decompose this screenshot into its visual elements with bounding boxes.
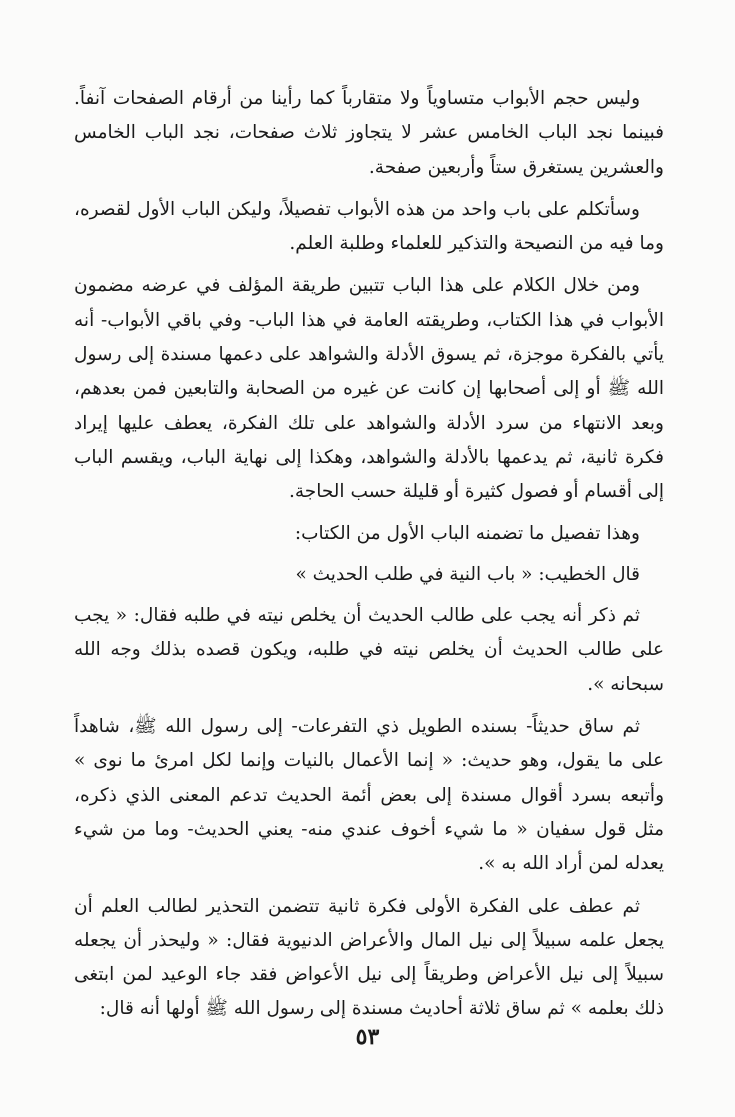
paragraph-chapter-sizes: وليس حجم الأبواب متساوياً ولا متقارباً كما رأينا من أرقام الصفحات آنفاً. فبينما نجد الباب الخامس عشر لا يتجاوز ثلاث صفحات، نجد الباب الخامس والعشرين يستغرق ستاً وأربعين صفحة. xyxy=(74,88,664,178)
page-body xyxy=(74,82,664,1035)
paragraph-first-chapter-choice: وسأتكلم على باب واحد من هذه الأبواب تفصيلاً، وليكن الباب الأول لقصره، وما فيه من النصيحة والتذكير للعلماء وطلبة العلم. xyxy=(74,198,664,255)
page-number: ٥٣ xyxy=(355,1024,380,1050)
paragraph-sincere-intention: ثم ذكر أنه يجب على طالب الحديث أن يخلص نيته في طلبه فقال: « يجب على طالب الحديث أن يخلص نيته في طلبه، ويكون قصده بذلك وجه الله سبحانه ». xyxy=(74,605,664,695)
paragraph-first-chapter-intro: وهذا تفصيل ما تضمنه الباب الأول من الكتاب: xyxy=(294,522,640,544)
paragraph-author-method: ومن خلال الكلام على هذا الباب تتبين طريقة المؤلف في عرضه مضمون الأبواب في هذا الكتاب، وطريقته العامة في هذا الباب- وفي باقي الأبواب- أنه يأتي بالفكرة موجزة، ثم يسوق الأدلة والشواهد على دعمها مسندة إلى رسول الله ﷺ أو إلى أصحابها إن كانت عن غيره من الصحابة والتابعين فمن بعدهم، وبعد الانتهاء من سرد الأدلة والشواهد على تلك الفكرة، يعطف عليها إيراد فكرة ثانية، ثم يدعمها بالأدلة والشواهد، وهكذا إلى نهاية الباب، ويقسم الباب إلى أقسام أو فصول كثيرة أو قليلة حسب الحاجة. xyxy=(74,275,664,503)
paragraph-chapter-title-quote: قال الخطيب: « باب النية في طلب الحديث » xyxy=(295,563,640,585)
paragraph-hadith-intentions: ثم ساق حديثاً- بسنده الطويل ذي التفرعات- إلى رسول الله ﷺ، شاهداً على ما يقول، وهو حديث: « إنما الأعمال بالنيات وإنما لكل امرئ ما نوى » وأتبعه بسرد أقوال مسندة إلى بعض أئمة الحديث تدعم المعنى الذي ذكره، مثل قول سفيان « ما شيء أخوف عندي منه- يعني الحديث- وما من شيء يعدله لمن أراد الله به ». xyxy=(74,716,664,875)
paragraph-second-idea-warning: ثم عطف على الفكرة الأولى فكرة ثانية تتضمن التحذير لطالب العلم أن يجعل علمه سبيلاً إلى نيل المال والأعراض الدنيوية فقال: « وليحذر أن يجعله سبيلاً إلى نيل الأعراض وطريقاً إلى نيل الأعواض فقد جاء الوعيد لمن ابتغى ذلك بعلمه » ثم ساق ثلاثة أحاديث مسندة إلى رسول الله ﷺ أولها أنه قال: xyxy=(74,895,664,1020)
